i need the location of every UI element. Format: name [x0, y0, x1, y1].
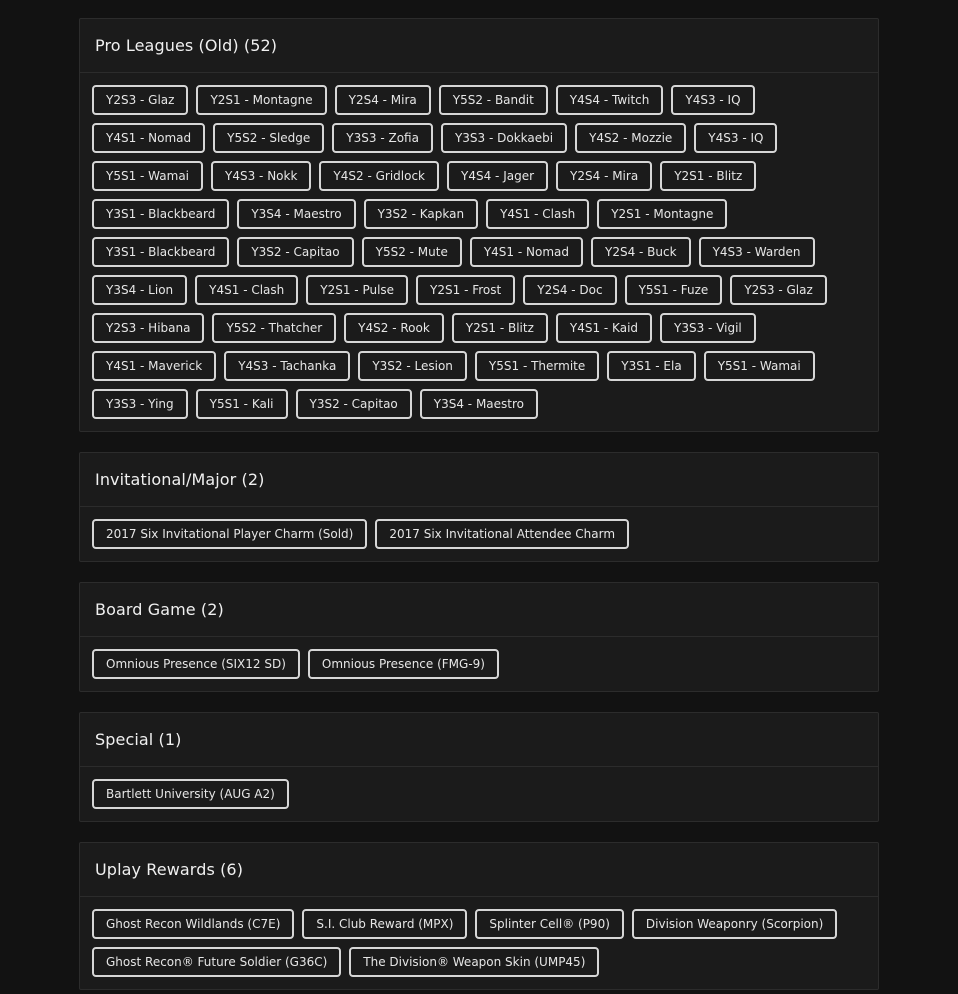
section-items [80, 507, 878, 561]
item-chip[interactable]: Y2S4 - Doc [523, 275, 616, 305]
section-header [80, 583, 878, 637]
section-header [80, 843, 878, 897]
collection-section [79, 452, 879, 562]
item-chip[interactable]: Y4S1 - Nomad [92, 123, 205, 153]
item-chip[interactable]: 2017 Six Invitational Player Charm (Sold) [92, 519, 367, 549]
item-chip[interactable]: Y2S3 - Hibana [92, 313, 204, 343]
item-chip[interactable]: Y4S2 - Rook [344, 313, 444, 343]
item-chip[interactable]: Y5S1 - Kali [196, 389, 288, 419]
item-chip[interactable]: Y4S1 - Kaid [556, 313, 652, 343]
section-title: Special (1) [95, 730, 182, 749]
item-chip[interactable]: Y5S1 - Wamai [92, 161, 203, 191]
section-title: Invitational/Major (2) [95, 470, 265, 489]
item-chip[interactable]: Y5S2 - Sledge [213, 123, 324, 153]
item-chip[interactable]: Division Weaponry (Scorpion) [632, 909, 837, 939]
item-chip[interactable]: Ghost Recon Wildlands (C7E) [92, 909, 294, 939]
item-chip[interactable]: Ghost Recon® Future Soldier (G36C) [92, 947, 341, 977]
section-header [80, 713, 878, 767]
section-items [80, 897, 878, 989]
item-chip[interactable]: S.I. Club Reward (MPX) [302, 909, 467, 939]
collection-section [79, 582, 879, 692]
item-chip[interactable]: Y4S1 - Maverick [92, 351, 216, 381]
item-chip[interactable]: Y4S1 - Clash [486, 199, 589, 229]
item-chip[interactable]: Splinter Cell® (P90) [475, 909, 623, 939]
collection-section [79, 18, 879, 432]
collection-section [79, 842, 879, 990]
item-chip[interactable]: Y4S3 - Warden [699, 237, 815, 267]
item-chip[interactable]: Y3S4 - Maestro [420, 389, 538, 419]
section-header [80, 19, 878, 73]
item-chip[interactable]: Y4S3 - IQ [671, 85, 754, 115]
item-chip[interactable]: Y2S1 - Frost [416, 275, 515, 305]
item-chip[interactable]: Y4S1 - Nomad [470, 237, 583, 267]
item-chip[interactable]: Y3S2 - Capitao [296, 389, 412, 419]
item-chip[interactable]: Bartlett University (AUG A2) [92, 779, 289, 809]
section-title: Pro Leagues (Old) (52) [95, 36, 278, 55]
item-chip[interactable]: Y3S1 - Blackbeard [92, 237, 229, 267]
item-chip[interactable]: Y3S4 - Maestro [237, 199, 355, 229]
item-chip[interactable]: Y5S1 - Thermite [475, 351, 599, 381]
item-chip[interactable]: Y2S3 - Glaz [92, 85, 188, 115]
sections-container [79, 18, 879, 994]
item-chip[interactable]: The Division® Weapon Skin (UMP45) [349, 947, 599, 977]
item-chip[interactable]: Y4S2 - Mozzie [575, 123, 686, 153]
item-chip[interactable]: Y2S3 - Glaz [730, 275, 826, 305]
item-chip[interactable]: Y2S1 - Montagne [196, 85, 326, 115]
item-chip[interactable]: Y2S1 - Pulse [306, 275, 408, 305]
item-chip[interactable]: Y3S2 - Lesion [358, 351, 467, 381]
item-chip[interactable]: Y2S4 - Mira [335, 85, 431, 115]
item-chip[interactable]: Y4S2 - Gridlock [319, 161, 439, 191]
item-chip[interactable]: Y3S1 - Ela [607, 351, 695, 381]
item-chip[interactable]: Y5S2 - Bandit [439, 85, 548, 115]
item-chip[interactable]: Y5S2 - Mute [362, 237, 462, 267]
item-chip[interactable]: Y3S2 - Kapkan [364, 199, 479, 229]
item-chip[interactable]: Y3S3 - Ying [92, 389, 188, 419]
item-chip[interactable]: Y5S1 - Wamai [704, 351, 815, 381]
item-chip[interactable]: Y4S3 - IQ [694, 123, 777, 153]
item-chip[interactable]: Y2S1 - Blitz [452, 313, 548, 343]
item-chip[interactable]: Y4S3 - Tachanka [224, 351, 350, 381]
section-header [80, 453, 878, 507]
section-title: Uplay Rewards (6) [95, 860, 244, 879]
item-chip[interactable]: Y3S3 - Zofia [332, 123, 433, 153]
item-chip[interactable]: Y4S4 - Jager [447, 161, 548, 191]
item-chip[interactable]: Y2S4 - Buck [591, 237, 691, 267]
item-chip[interactable]: Omnious Presence (SIX12 SD) [92, 649, 300, 679]
item-chip[interactable]: Y3S2 - Capitao [237, 237, 353, 267]
item-chip[interactable]: Y3S3 - Dokkaebi [441, 123, 567, 153]
item-chip[interactable]: Y4S4 - Twitch [556, 85, 664, 115]
item-chip[interactable]: Y5S2 - Thatcher [212, 313, 336, 343]
section-title: Board Game (2) [95, 600, 224, 619]
item-chip[interactable]: Omnious Presence (FMG-9) [308, 649, 499, 679]
item-chip[interactable]: Y2S1 - Blitz [660, 161, 756, 191]
item-chip[interactable]: Y3S3 - Vigil [660, 313, 756, 343]
item-chip[interactable]: Y2S1 - Montagne [597, 199, 727, 229]
section-items [80, 767, 878, 821]
item-chip[interactable]: Y2S4 - Mira [556, 161, 652, 191]
item-chip[interactable]: Y4S3 - Nokk [211, 161, 311, 191]
item-chip[interactable]: Y3S1 - Blackbeard [92, 199, 229, 229]
item-chip[interactable]: 2017 Six Invitational Attendee Charm [375, 519, 629, 549]
section-items [80, 637, 878, 691]
item-chip[interactable]: Y5S1 - Fuze [625, 275, 723, 305]
collection-section [79, 712, 879, 822]
item-chip[interactable]: Y3S4 - Lion [92, 275, 187, 305]
item-chip[interactable]: Y4S1 - Clash [195, 275, 298, 305]
section-items [80, 73, 878, 431]
